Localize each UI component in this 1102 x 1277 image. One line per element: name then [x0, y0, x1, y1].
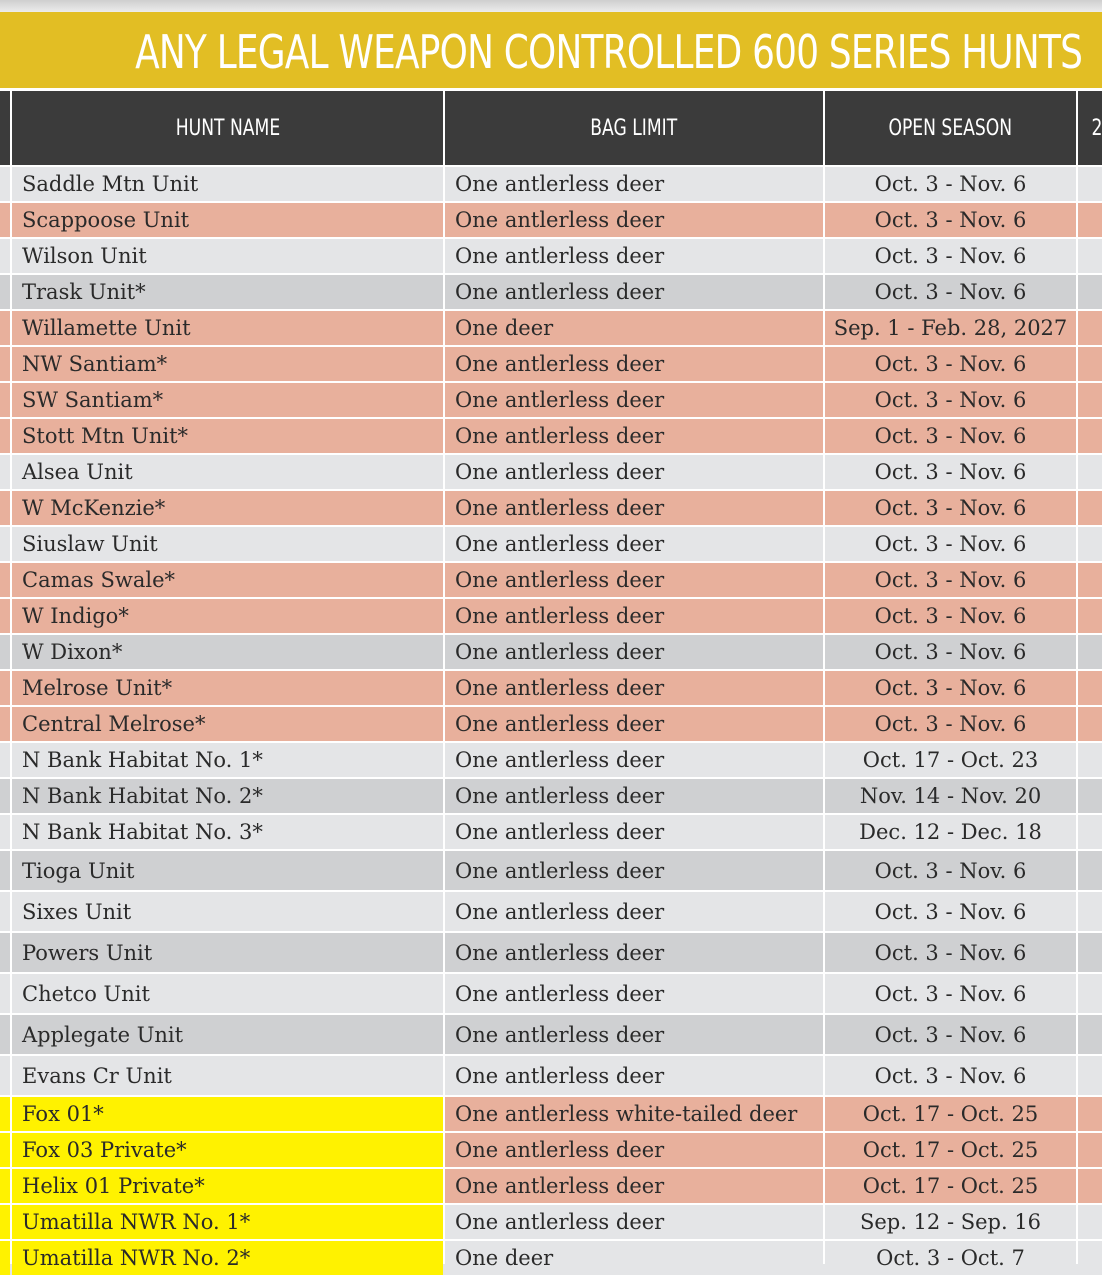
row-edge-cell: [0, 275, 10, 309]
truncated-column-cell: [1078, 455, 1102, 489]
table-row[interactable]: [0, 815, 1102, 851]
bag-limit-cell: One antlerless deer: [455, 460, 665, 484]
bag-limit-cell: One antlerless deer: [455, 1210, 665, 1234]
hunt-name-cell: W McKenzie*: [22, 496, 166, 520]
open-season-cell: Dec. 12 - Dec. 18: [859, 820, 1042, 844]
row-edge-cell: [0, 933, 10, 972]
truncated-column-cell: [1078, 815, 1102, 849]
open-season-cell: Oct. 3 - Nov. 6: [874, 640, 1027, 664]
truncated-column-cell: [1078, 635, 1102, 669]
bag-limit-cell: One antlerless deer: [455, 676, 665, 700]
table-row[interactable]: [0, 275, 1102, 311]
table-row[interactable]: [0, 974, 1102, 1015]
open-season-cell: Oct. 3 - Nov. 6: [874, 604, 1027, 628]
table-row[interactable]: [0, 167, 1102, 203]
open-season-cell: Oct. 3 - Nov. 6: [874, 208, 1027, 232]
open-season-cell: Oct. 3 - Nov. 6: [874, 1022, 1027, 1047]
table-row[interactable]: [0, 311, 1102, 347]
truncated-column-cell: [1078, 974, 1102, 1013]
row-edge-cell: [0, 1205, 10, 1239]
hunt-name-cell: Trask Unit*: [22, 280, 146, 304]
open-season-cell: Oct. 3 - Nov. 6: [874, 532, 1027, 556]
table-row[interactable]: [0, 347, 1102, 383]
bag-limit-cell: One antlerless deer: [455, 532, 665, 556]
bag-limit-cell: One antlerless deer: [455, 858, 665, 883]
row-edge-cell: [0, 671, 10, 705]
hunt-name-cell: Alsea Unit: [22, 460, 133, 484]
open-season-cell: Oct. 3 - Nov. 6: [874, 460, 1027, 484]
hunt-name-cell: Powers Unit: [22, 940, 153, 965]
truncated-column-cell: [1078, 275, 1102, 309]
row-edge-cell: [0, 419, 10, 453]
table-row[interactable]: [0, 527, 1102, 563]
row-edge-cell: [0, 563, 10, 597]
open-season-cell: Oct. 3 - Nov. 6: [874, 899, 1027, 924]
bag-limit-cell: One deer: [455, 316, 554, 340]
bag-limit-cell: One antlerless deer: [455, 208, 665, 232]
open-season-cell: Oct. 3 - Nov. 6: [874, 496, 1027, 520]
row-edge-cell: [0, 527, 10, 561]
table-row[interactable]: [0, 892, 1102, 933]
bag-limit-cell: One antlerless deer: [455, 1174, 665, 1198]
open-season-cell: Nov. 14 - Nov. 20: [859, 784, 1042, 808]
truncated-column-cell: [1078, 851, 1102, 890]
truncated-column-cell: [1078, 743, 1102, 777]
bag-limit-cell: One antlerless deer: [455, 899, 665, 924]
bag-limit-cell: One antlerless deer: [455, 820, 665, 844]
open-season-cell: Oct. 3 - Nov. 6: [874, 858, 1027, 883]
open-season-cell: Oct. 3 - Nov. 6: [874, 568, 1027, 592]
truncated-column-cell: [1078, 892, 1102, 931]
truncated-column-cell: [1078, 203, 1102, 237]
row-edge-cell: [0, 1097, 10, 1131]
truncated-column-cell: [1078, 1205, 1102, 1239]
bag-limit-cell: One antlerless deer: [455, 1138, 665, 1162]
truncated-column-cell: [1078, 527, 1102, 561]
hunt-name-cell: N Bank Habitat No. 3*: [22, 820, 263, 844]
table-header: [0, 91, 1102, 165]
truncated-column-cell: [1078, 167, 1102, 201]
hunt-name-cell: Siuslaw Unit: [22, 532, 158, 556]
bag-limit-cell: One antlerless deer: [455, 280, 665, 304]
truncated-column-cell: [1078, 383, 1102, 417]
table-row[interactable]: [0, 1205, 1102, 1241]
table-row[interactable]: [0, 1097, 1102, 1133]
open-season-cell: Oct. 17 - Oct. 23: [862, 748, 1039, 772]
hunt-name-cell: W Indigo*: [22, 604, 129, 628]
truncated-column-cell: [1078, 671, 1102, 705]
table-row[interactable]: [0, 1169, 1102, 1205]
bag-limit-cell: One antlerless deer: [455, 1022, 665, 1047]
hunt-name-cell: Tioga Unit: [22, 858, 135, 883]
table-row[interactable]: [0, 239, 1102, 275]
truncated-column-cell: [1078, 1133, 1102, 1167]
row-edge-cell: [0, 455, 10, 489]
column-header-hunt-name[interactable]: HUNT NAME: [175, 115, 280, 141]
column-header-open-season[interactable]: OPEN SEASON: [888, 115, 1013, 141]
table-row[interactable]: [0, 851, 1102, 892]
table-row[interactable]: [0, 1015, 1102, 1056]
open-season-cell: Oct. 3 - Oct. 7: [876, 1246, 1025, 1270]
truncated-column-cell: [1078, 707, 1102, 741]
open-season-cell: Oct. 3 - Nov. 6: [874, 352, 1027, 376]
row-edge-cell: [0, 892, 10, 931]
table-row[interactable]: [0, 203, 1102, 239]
table-row[interactable]: [0, 743, 1102, 779]
table-row[interactable]: [0, 671, 1102, 707]
bag-limit-cell: One antlerless deer: [455, 172, 665, 196]
bag-limit-cell: One antlerless deer: [455, 352, 665, 376]
column-divider: [1076, 91, 1078, 1264]
table-row[interactable]: [0, 779, 1102, 815]
open-season-cell: Oct. 3 - Nov. 6: [874, 1063, 1027, 1088]
bag-limit-cell: One antlerless deer: [455, 981, 665, 1006]
open-season-cell: Sep. 1 - Feb. 28, 2027: [833, 316, 1068, 340]
hunt-name-cell: N Bank Habitat No. 1*: [22, 748, 263, 772]
truncated-column-cell: [1078, 563, 1102, 597]
open-season-cell: Oct. 3 - Nov. 6: [874, 981, 1027, 1006]
open-season-cell: Oct. 3 - Nov. 6: [874, 172, 1027, 196]
table-row[interactable]: [0, 933, 1102, 974]
row-edge-cell: [0, 707, 10, 741]
row-edge-cell: [0, 383, 10, 417]
bag-limit-cell: One antlerless deer: [455, 424, 665, 448]
hunt-name-cell: Fox 01*: [12, 1097, 443, 1131]
truncated-column-cell: [1078, 419, 1102, 453]
hunt-name-cell: Wilson Unit: [22, 244, 147, 268]
bag-limit-cell: One antlerless deer: [455, 604, 665, 628]
table-row[interactable]: [0, 455, 1102, 491]
row-edge-cell: [0, 1015, 10, 1054]
truncated-column-cell: [1078, 1015, 1102, 1054]
truncated-column-cell: [1078, 347, 1102, 381]
hunt-name-cell: N Bank Habitat No. 2*: [22, 784, 263, 808]
column-divider: [823, 91, 825, 1264]
open-season-cell: Oct. 3 - Nov. 6: [874, 280, 1027, 304]
open-season-cell: Sep. 12 - Sep. 16: [859, 1210, 1042, 1234]
truncated-column-cell: [1078, 239, 1102, 273]
hunts-table-body: [0, 167, 1102, 1277]
hunt-name-cell: W Dixon*: [22, 640, 123, 664]
hunt-name-cell: Stott Mtn Unit*: [22, 424, 189, 448]
table-row[interactable]: [0, 1056, 1102, 1097]
hunt-name-cell: Evans Cr Unit: [22, 1063, 172, 1088]
open-season-cell: Oct. 17 - Oct. 25: [862, 1138, 1039, 1162]
row-edge-cell: [0, 599, 10, 633]
row-edge-cell: [0, 779, 10, 813]
truncated-column-cell: [1078, 1097, 1102, 1131]
hunt-name-cell: Melrose Unit*: [22, 676, 173, 700]
row-edge-cell: [0, 203, 10, 237]
open-season-cell: Oct. 3 - Nov. 6: [874, 676, 1027, 700]
table-row[interactable]: [0, 491, 1102, 527]
hunt-name-cell: Saddle Mtn Unit: [22, 172, 199, 196]
row-edge-cell: [0, 635, 10, 669]
row-edge-cell: [0, 1056, 10, 1095]
open-season-cell: Oct. 3 - Nov. 6: [874, 424, 1027, 448]
hunt-name-cell: Camas Swale*: [22, 568, 175, 592]
hunt-name-cell: SW Santiam*: [22, 388, 164, 412]
row-edge-cell: [0, 743, 10, 777]
table-row[interactable]: [0, 563, 1102, 599]
row-edge-cell: [0, 167, 10, 201]
page-title: ANY LEGAL WEAPON CONTROLLED 600 SERIES HUNTS: [135, 25, 1082, 79]
bag-limit-cell: One antlerless deer: [455, 940, 665, 965]
bag-limit-cell: One antlerless deer: [455, 712, 665, 736]
column-divider: [443, 91, 445, 1264]
bag-limit-cell: One antlerless deer: [455, 388, 665, 412]
truncated-column-cell: [1078, 1056, 1102, 1095]
row-edge-cell: [0, 815, 10, 849]
row-edge-cell: [0, 974, 10, 1013]
row-edge-cell: [0, 239, 10, 273]
table-row[interactable]: [0, 599, 1102, 635]
table-row[interactable]: [0, 1133, 1102, 1169]
hunt-name-cell: NW Santiam*: [22, 352, 168, 376]
hunt-name-cell: Umatilla NWR No. 2*: [12, 1241, 443, 1275]
truncated-column-cell: [1078, 1241, 1102, 1275]
row-edge-cell: [0, 851, 10, 890]
truncated-column-cell: [1078, 779, 1102, 813]
title-band: [0, 12, 1102, 88]
column-header-bag-limit[interactable]: BAG LIMIT: [590, 115, 678, 141]
hunt-name-cell: Umatilla NWR No. 1*: [12, 1205, 443, 1239]
truncated-column-cell: [1078, 491, 1102, 525]
row-edge-cell: [0, 1241, 10, 1275]
bag-limit-cell: One antlerless deer: [455, 748, 665, 772]
hunt-name-cell: Scappoose Unit: [22, 208, 190, 232]
table-row[interactable]: [0, 635, 1102, 671]
column-divider: [10, 91, 12, 1264]
table-row[interactable]: [0, 1241, 1102, 1277]
truncated-column-cell: [1078, 311, 1102, 345]
bag-limit-cell: One antlerless deer: [455, 568, 665, 592]
open-season-cell: Oct. 3 - Nov. 6: [874, 940, 1027, 965]
row-edge-cell: [0, 1133, 10, 1167]
top-strip: [0, 0, 1102, 12]
bag-limit-cell: One antlerless deer: [455, 640, 665, 664]
table-row[interactable]: [0, 419, 1102, 455]
hunt-name-cell: Chetco Unit: [22, 981, 150, 1006]
open-season-cell: Oct. 17 - Oct. 25: [862, 1174, 1039, 1198]
row-edge-cell: [0, 311, 10, 345]
bag-limit-cell: One antlerless white-tailed deer: [455, 1102, 798, 1126]
row-edge-cell: [0, 1169, 10, 1203]
hunt-name-cell: Sixes Unit: [22, 899, 132, 924]
bag-limit-cell: One antlerless deer: [455, 244, 665, 268]
row-edge-cell: [0, 347, 10, 381]
column-header-truncated[interactable]: 2: [1091, 115, 1102, 141]
hunt-name-cell: Willamette Unit: [22, 316, 191, 340]
table-row[interactable]: [0, 707, 1102, 743]
bag-limit-cell: One deer: [455, 1246, 554, 1270]
truncated-column-cell: [1078, 1169, 1102, 1203]
hunt-name-cell: Applegate Unit: [22, 1022, 184, 1047]
open-season-cell: Oct. 17 - Oct. 25: [862, 1102, 1039, 1126]
open-season-cell: Oct. 3 - Nov. 6: [874, 244, 1027, 268]
bag-limit-cell: One antlerless deer: [455, 496, 665, 520]
table-row[interactable]: [0, 383, 1102, 419]
open-season-cell: Oct. 3 - Nov. 6: [874, 388, 1027, 412]
truncated-column-cell: [1078, 933, 1102, 972]
truncated-column-cell: [1078, 599, 1102, 633]
hunt-name-cell: Fox 03 Private*: [12, 1133, 443, 1167]
hunt-name-cell: Central Melrose*: [22, 712, 206, 736]
open-season-cell: Oct. 3 - Nov. 6: [874, 712, 1027, 736]
bag-limit-cell: One antlerless deer: [455, 1063, 665, 1088]
row-edge-cell: [0, 491, 10, 525]
bag-limit-cell: One antlerless deer: [455, 784, 665, 808]
hunt-name-cell: Helix 01 Private*: [12, 1169, 443, 1203]
